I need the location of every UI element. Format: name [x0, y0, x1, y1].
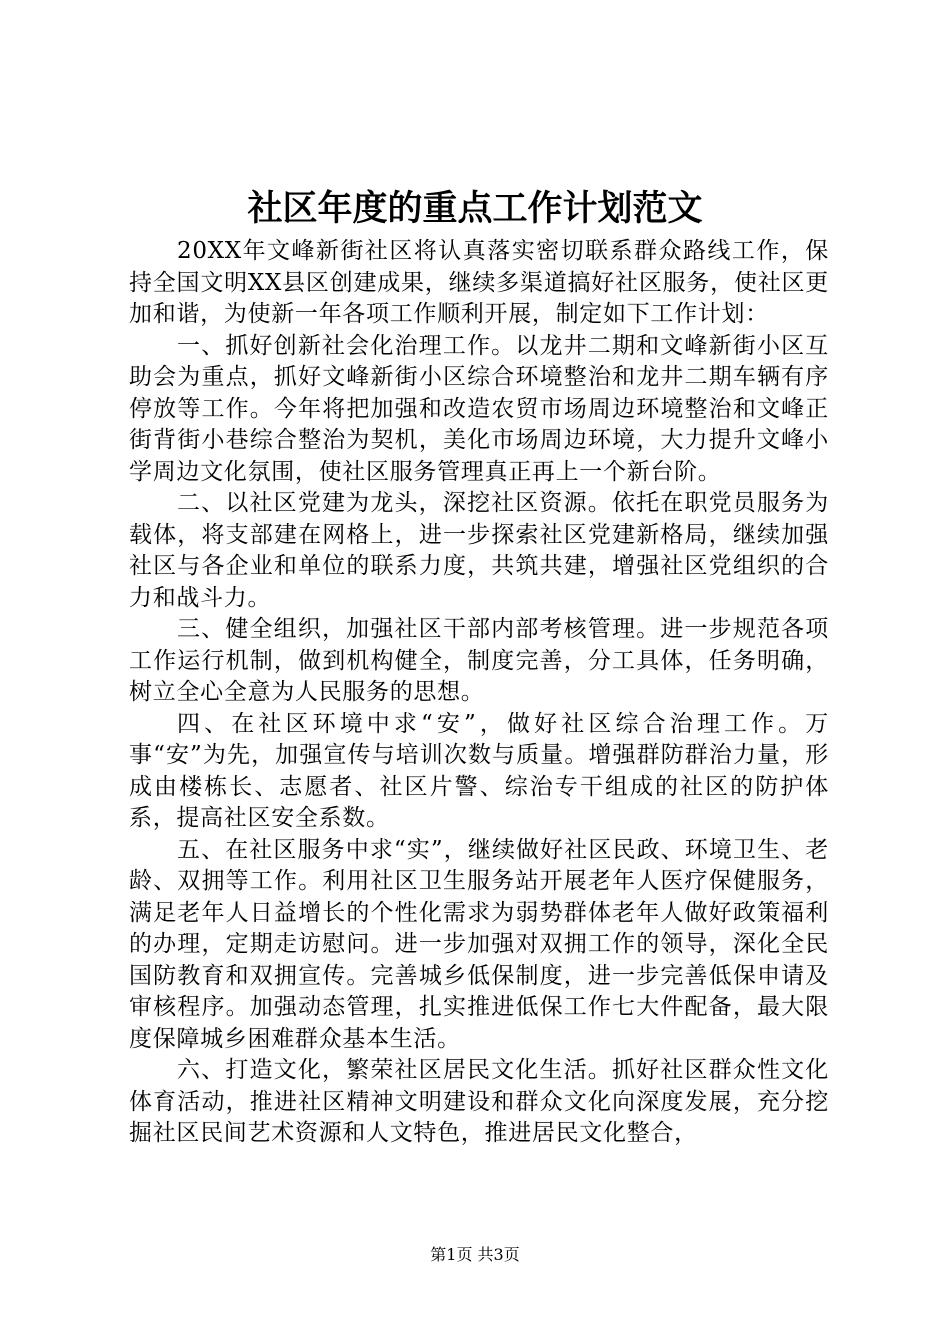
paragraph-item-2: 二、以社区党建为龙头，深挖社区资源。依托在职党员服务为载体，将支部建在网格上，进一步探索社区党建新格局，继续加强社区与各企业和单位的联系力度，共筑共建，增强社区党组织的合力和战斗力。 — [129, 490, 829, 611]
paragraph-intro: 20XX年文峰新街社区将认真落实密切联系群众路线工作，保持全国文明XX县区创建成果，继续多渠道搞好社区服务，使社区更加和谐，为使新一年各项工作顺利开展，制定如下工作计划： — [129, 238, 829, 327]
paragraph-item-4: 四、在社区环境中求“安”，做好社区综合治理工作。万事“安”为先，加强宣传与培训次数与质量。增强群防群治力量，形成由楼栋长、志愿者、社区片警、综治专干组成的社区的防护体系，提高社区安全系数。 — [129, 710, 829, 831]
page-footer: 第1页 共3页 — [430, 1245, 520, 1264]
paragraph-item-6: 六、打造文化，繁荣社区居民文化生活。抓好社区群众性文化体育活动，推进社区精神文明建设和群众文化向深度发展，充分挖掘社区民间艺术资源和人文特色，推进居民文化整合， — [129, 1057, 829, 1146]
paragraph-item-3: 三、健全组织，加强社区干部内部考核管理。进一步规范各项工作运行机制，做到机构健全，制度完善，分工具体，任务明确，树立全心全意为人民服务的思想。 — [129, 616, 829, 705]
document-title: 社区年度的重点工作计划范文 — [247, 188, 703, 229]
document-body — [129, 236, 829, 1150]
paragraph-item-1: 一、抓好创新社会化治理工作。以龙井二期和文峰新街小区互助会为重点，抓好文峰新街小区综合环境整治和龙井二期车辆有序停放等工作。今年将把加强和改造农贸市场周边环境整治和文峰正街背街小巷综合整治为契机，美化市场周边环境，大力提升文峰小学周边文化氛围，使社区服务管理真正再上一个新台阶。 — [129, 332, 829, 485]
paragraph-item-5: 五、在社区服务中求“实”，继续做好社区民政、环境卫生、老龄、双拥等工作。利用社区卫生服务站开展老年人医疗保健服务，满足老年人日益增长的个性化需求为弱势群体老年人做好政策福利的办理，定期走访慰问。进一步加强对双拥工作的领导，深化全民国防教育和双拥宣传。完善城乡低保制度，进一步完善低保申请及审核程序。加强动态管理，扎实推进低保工作七大件配备，最大限度保障城乡困难群众基本生活。 — [129, 836, 829, 1052]
